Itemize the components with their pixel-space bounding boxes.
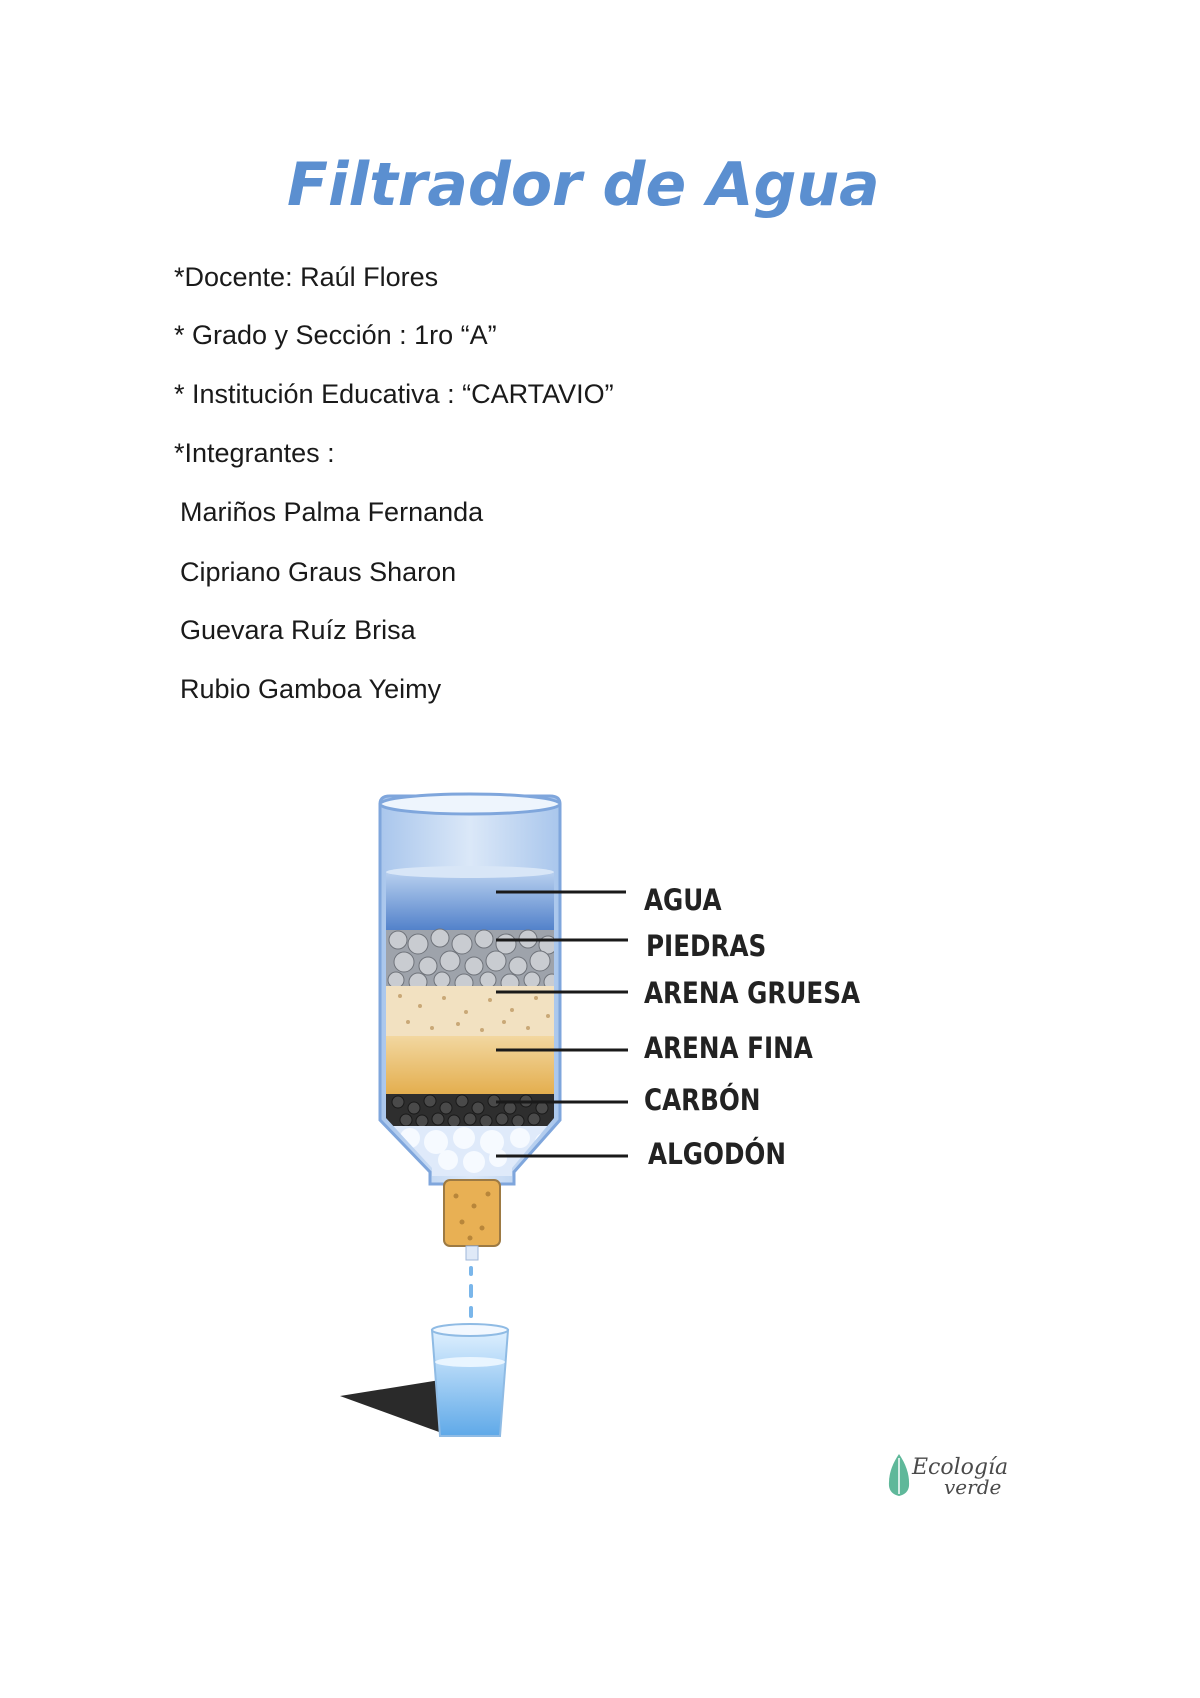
members-heading: *Integrantes : [174,438,335,468]
water-drop [469,1284,473,1298]
coarse-sand-layer [386,986,554,1038]
fine-sand-layer [386,1036,554,1096]
water-drop [469,1306,473,1318]
institution-line: * Institución Educativa : “CARTAVIO” [174,379,614,409]
logo-line1: Ecología [912,1455,1009,1480]
document-title: Filtrador de Agua [287,150,880,220]
label-carbon: CARBÓN [644,1084,761,1118]
label-algodon: ALGODÓN [648,1138,786,1172]
member-name: Rubio Gamboa Yeimy [180,674,442,704]
logo-line2: verde [944,1475,1002,1499]
label-arena-gruesa: ARENA GRUESA [644,977,861,1011]
member-name: Cipriano Graus Sharon [180,557,457,587]
label-piedras: PIEDRAS [646,930,767,964]
member-name: Mariños Palma Fernanda [180,497,484,527]
ecologia-verde-logo [889,1454,1008,1499]
bottle-cap [444,1180,500,1246]
label-agua: AGUA [644,884,722,918]
grade-line: * Grado y Sección : 1ro “A” [174,320,497,350]
label-arena-fina: ARENA FINA [644,1032,813,1066]
bottle-rim [380,794,560,814]
teacher-line: *Docente: Raúl Flores [174,262,439,292]
glass [432,1330,508,1436]
water-drop [469,1266,473,1276]
member-name: Guevara Ruíz Brisa [180,615,416,645]
water-layer [386,872,554,932]
